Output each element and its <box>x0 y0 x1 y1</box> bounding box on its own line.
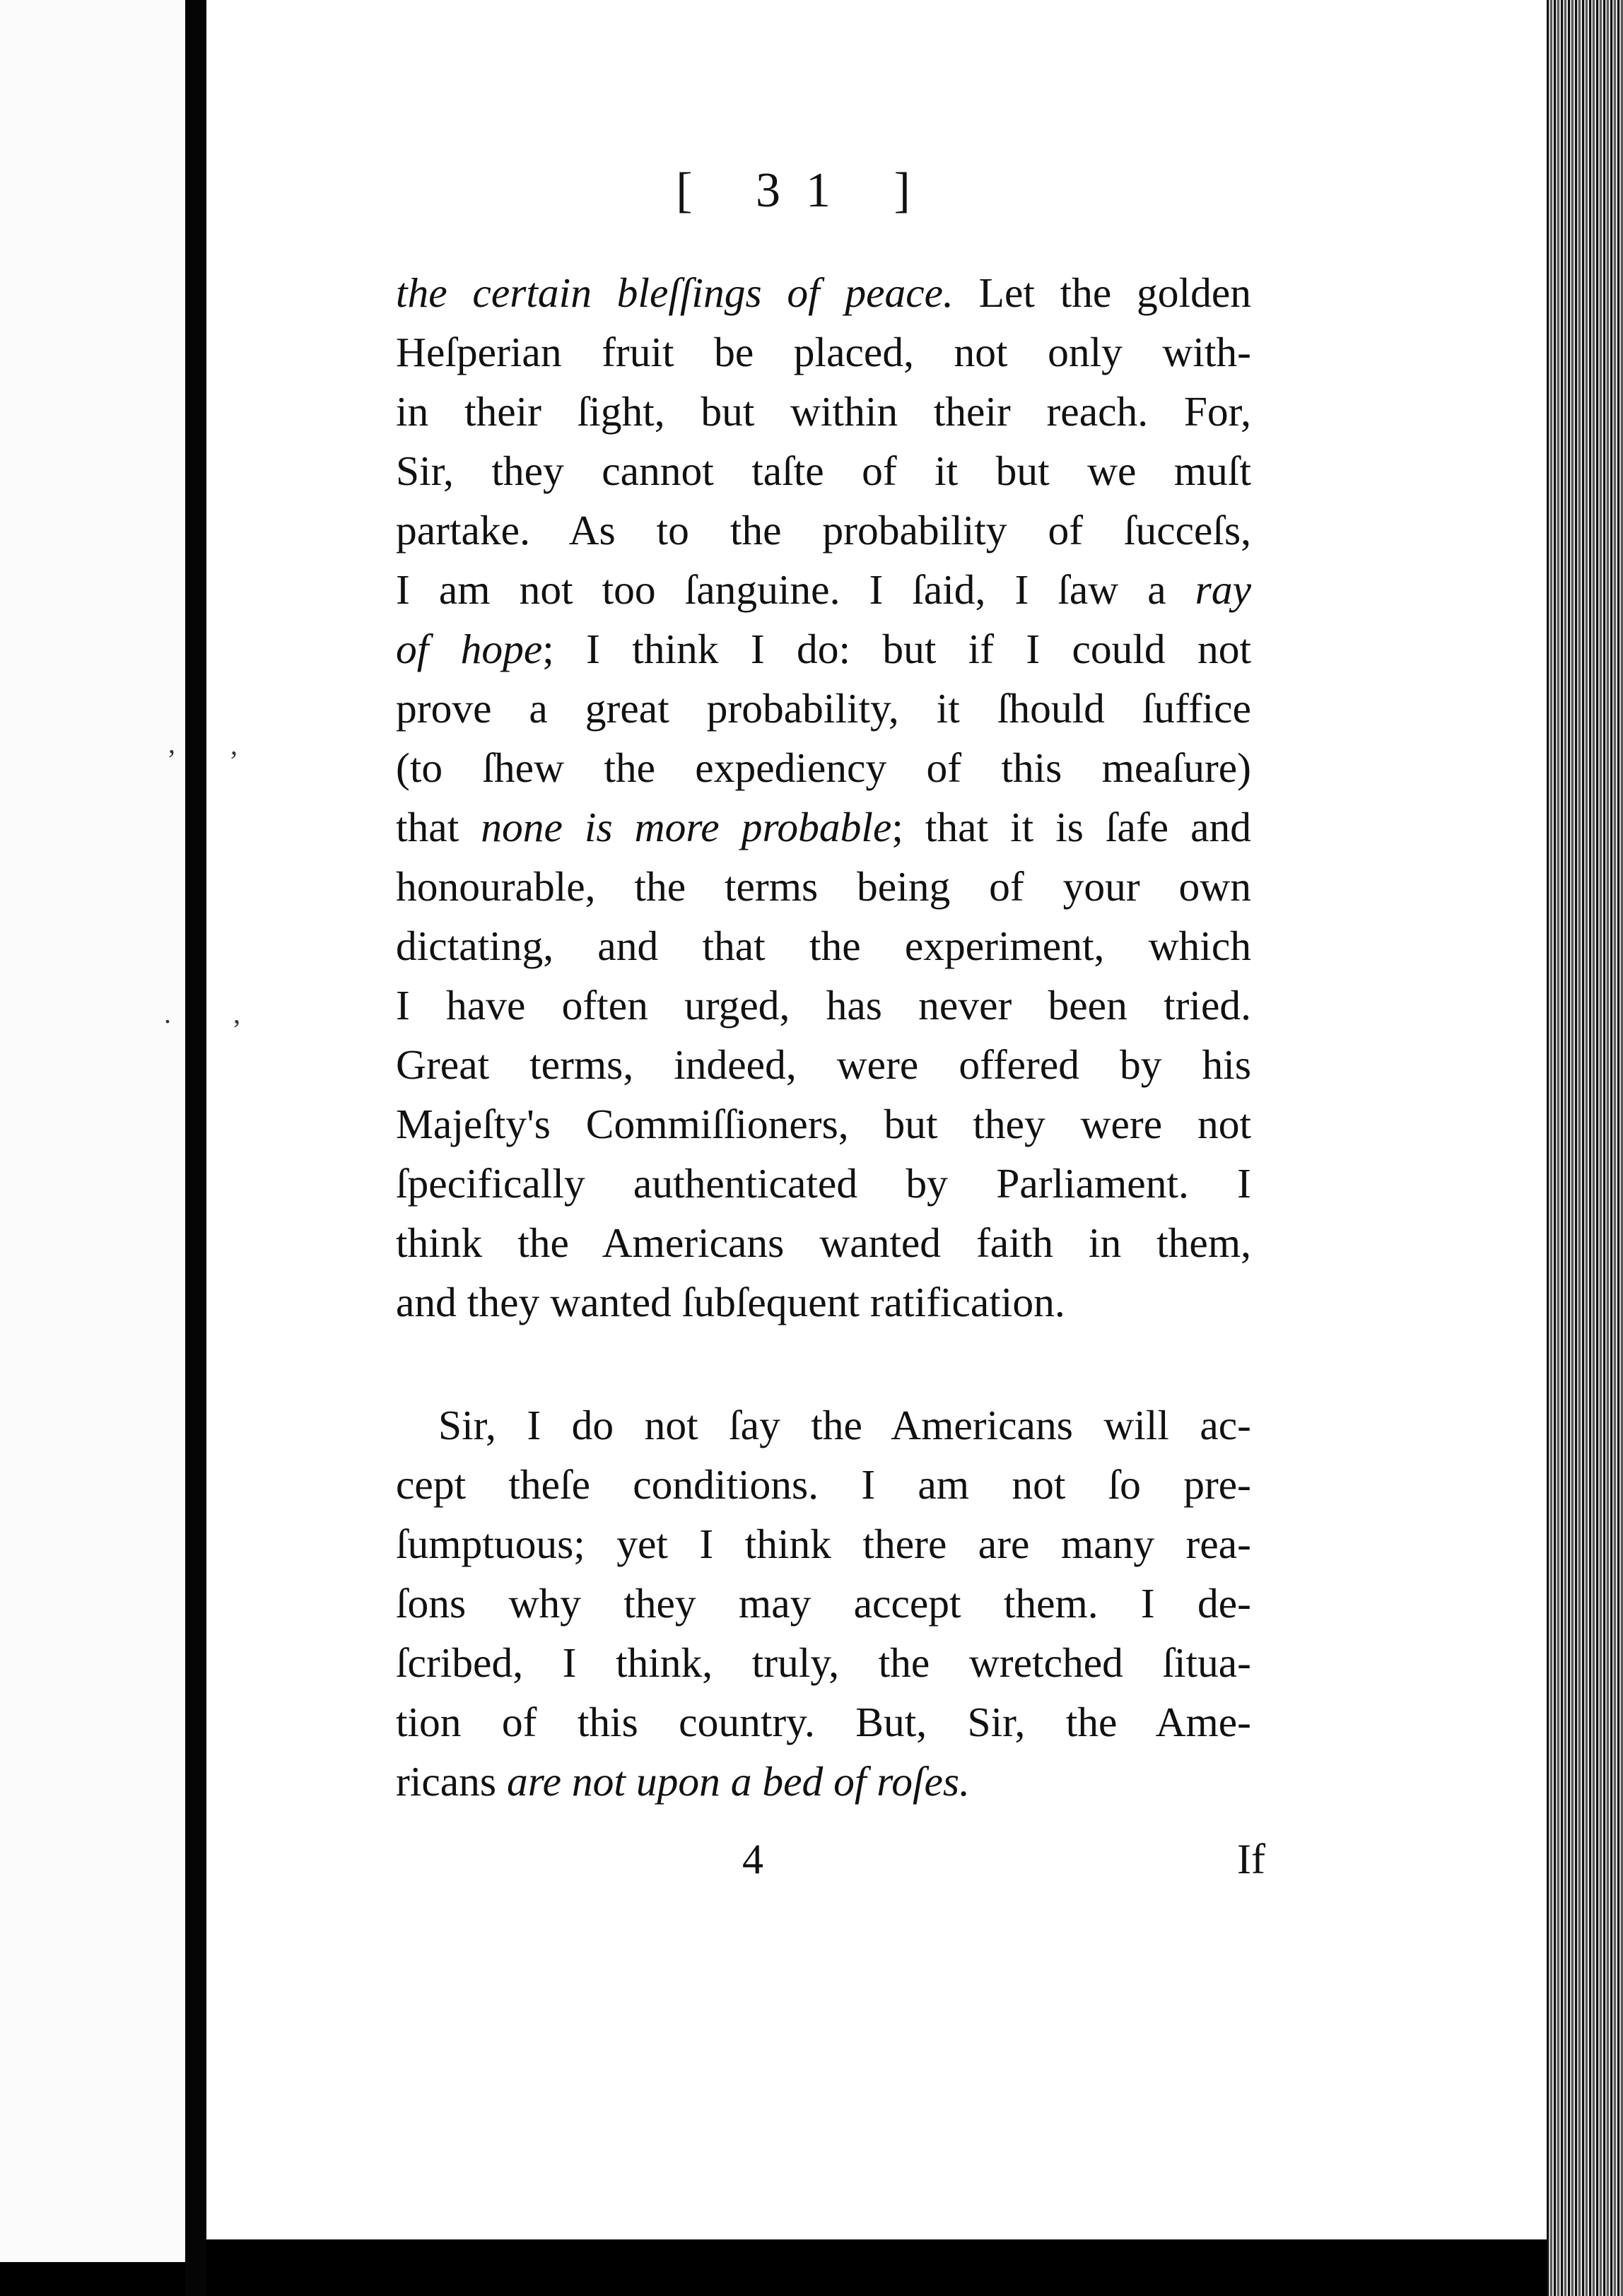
text-segment: Heſperian fruit be placed, not only with- <box>396 329 1251 375</box>
text-line <box>396 322 1251 382</box>
paragraph-2 <box>396 1395 1251 1811</box>
text-segment: Let the golden <box>953 269 1251 316</box>
text-line <box>396 738 1251 797</box>
margin-mark: , <box>233 997 240 1029</box>
text-line <box>396 619 1251 679</box>
text-line <box>396 976 1251 1035</box>
page-header: [ 31 ] <box>676 163 936 218</box>
text-line <box>396 1455 1251 1514</box>
text-segment: and they wanted ſubſequent ratification. <box>396 1279 1065 1325</box>
text-segment: think the Americans wanted faith in them, <box>396 1219 1251 1266</box>
text-line <box>396 797 1251 857</box>
margin-mark: , <box>230 729 238 761</box>
text-segment: ſpecifically authenticated by Parliament. I <box>396 1160 1251 1207</box>
text-segment: tion of this country. But, Sir, the Ame- <box>396 1699 1251 1745</box>
text-line <box>396 1213 1251 1272</box>
paragraph-1 <box>396 263 1251 1332</box>
text-line <box>396 441 1251 500</box>
text-segment: Great terms, indeed, were offered by his <box>396 1041 1251 1088</box>
text-segment: Sir, I do not ſay the Americans will ac- <box>438 1402 1251 1448</box>
text-line <box>396 1692 1251 1752</box>
book-gutter <box>185 0 206 2296</box>
text-segment: ; I think I do: but if I could not <box>542 626 1251 672</box>
text-line <box>396 1633 1251 1692</box>
text-line <box>396 679 1251 738</box>
text-line <box>396 857 1251 916</box>
text-line <box>396 1574 1251 1633</box>
italic-text: the certain bleſſings of peace. <box>396 269 954 316</box>
text-segment: Majeſty's Commiſſioners, but they were not <box>396 1101 1251 1147</box>
text-line <box>396 382 1251 441</box>
text-segment: partake. As to the probability of ſucceſs, <box>396 507 1251 554</box>
text-segment: prove a great probability, it ſhould ſuffice <box>396 685 1251 732</box>
italic-text: of hope <box>396 626 543 672</box>
text-line <box>396 1035 1251 1094</box>
italic-text: are not upon a bed of roſes. <box>506 1758 970 1805</box>
text-line <box>396 1514 1251 1574</box>
italic-text: ray <box>1195 566 1251 613</box>
italic-text: none is more probable <box>481 804 892 850</box>
text-line <box>396 560 1251 619</box>
text-segment: cept theſe conditions. I am not ſo pre- <box>396 1461 1251 1508</box>
text-segment: ſons why they may accept them. I de- <box>396 1580 1251 1627</box>
text-segment: I have often urged, has never been tried. <box>396 982 1251 1029</box>
text-segment: honourable, the terms being of your own <box>396 863 1251 910</box>
text-segment: I am not too ſanguine. I ſaid, I ſaw a <box>396 566 1195 613</box>
text-segment: ſumptuous; yet I think there are many rea- <box>396 1521 1251 1567</box>
page-edges <box>1547 0 1623 2296</box>
text-segment: (to ſhew the expediency of this meaſure) <box>396 744 1251 791</box>
margin-mark: . <box>164 997 171 1029</box>
text-line <box>396 500 1251 560</box>
text-segment: dictating, and that the experiment, which <box>396 922 1251 969</box>
text-line <box>396 1094 1251 1154</box>
text-line <box>396 1154 1251 1213</box>
margin-mark: , <box>168 727 175 759</box>
text-line <box>396 916 1251 976</box>
text-segment: ſcribed, I think, truly, the wretched ſitua- <box>396 1639 1251 1686</box>
text-segment: ; that it is ſafe and <box>891 804 1252 850</box>
signature-mark: 4 <box>742 1836 763 1882</box>
catchword: If <box>1237 1836 1265 1882</box>
text-segment: that <box>396 804 481 850</box>
text-line <box>396 1272 1251 1332</box>
text-line <box>396 1395 1251 1455</box>
text-line <box>396 263 1251 322</box>
bottom-shadow <box>206 2239 1547 2296</box>
text-segment: Sir, they cannot taſte of it but we muſt <box>396 447 1251 494</box>
page-footer <box>396 1835 1265 1894</box>
text-line <box>396 1752 1251 1811</box>
text-segment: in their ſight, but within their reach. For, <box>396 388 1251 435</box>
text-segment: ricans <box>396 1758 507 1805</box>
facing-page-edge <box>0 0 185 2262</box>
